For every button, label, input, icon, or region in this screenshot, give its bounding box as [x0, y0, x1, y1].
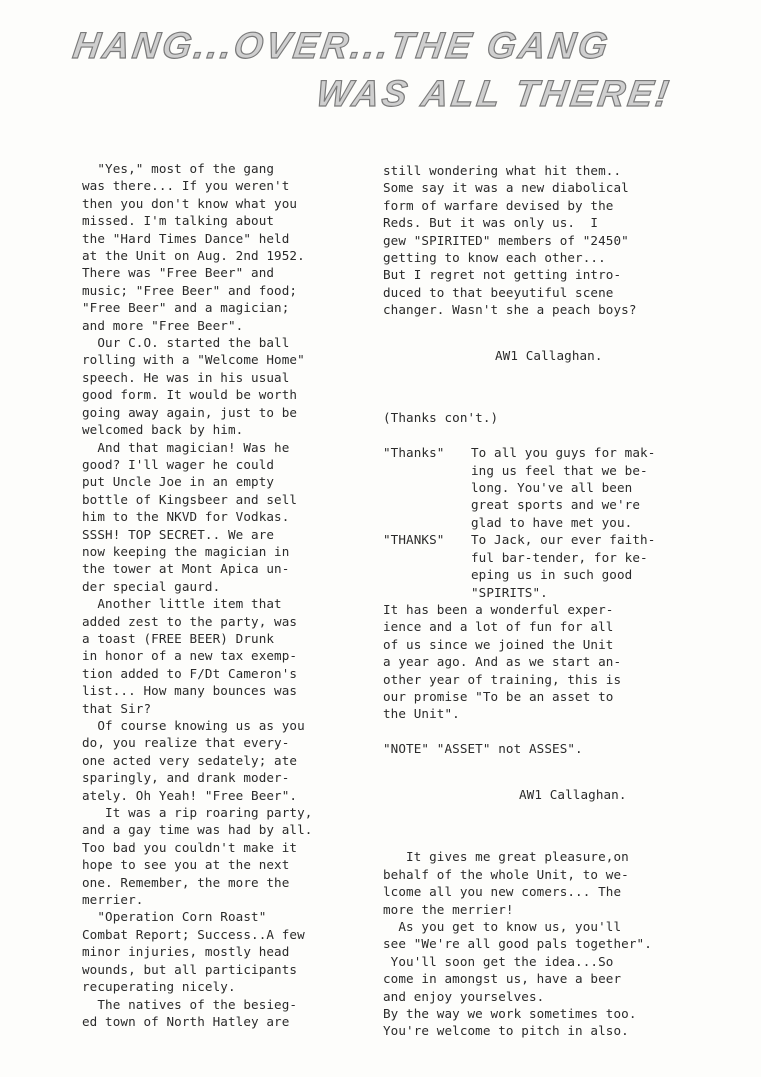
text-line: added zest to the party, was — [82, 613, 298, 629]
thanks-item-row — [383, 514, 683, 531]
text-line: hope to see you at the next — [82, 857, 290, 873]
text-line: rolling with a "Welcome Home" — [82, 352, 305, 368]
text-line: "Yes," most of the gang — [82, 161, 275, 176]
thanks-definition: long. You've all been — [471, 480, 633, 496]
text-line: list... How many bounces was — [82, 683, 298, 699]
headline — [63, 22, 676, 118]
thanks-list — [383, 444, 683, 601]
text-line: duced to that beeyutiful scene — [383, 284, 614, 300]
text-line: more the merrier! — [383, 901, 514, 917]
thanks-definition: ful bar-tender, for ke- — [471, 549, 648, 565]
text-line: changer. Wasn't she a peach boys? — [383, 302, 637, 318]
text-line: at the Unit on Aug. 2nd 1952. — [82, 248, 305, 264]
text-line: and a gay time was had by all. — [82, 822, 313, 838]
text-line: the tower at Mont Apica un- — [82, 561, 290, 577]
text-line: him to the NKVD for Vodkas. — [82, 509, 290, 525]
text-line: our promise "To be an asset to — [383, 688, 614, 704]
thanks-definition: eping us in such good — [471, 567, 633, 583]
thanks-item-row — [383, 444, 683, 461]
text-line: By the way we work sometimes too. — [383, 1006, 637, 1021]
thanks-item-row — [383, 584, 683, 601]
text-line: good form. It would be worth — [82, 387, 298, 403]
thanks-definition: To all you guys for mak- — [471, 445, 656, 461]
text-line: Too bad you couldn't make it — [82, 839, 298, 855]
text-line: and more "Free Beer". — [82, 317, 244, 333]
thanks-definition: glad to have met you. — [471, 514, 633, 530]
text-line: "Free Beer" and a magician; — [82, 300, 290, 316]
text-line: The natives of the besieg- — [82, 996, 298, 1012]
text-line: then you don't know what you — [82, 195, 298, 211]
thanks-term — [383, 584, 471, 601]
text-line: It gives me great pleasure,on — [383, 849, 629, 865]
text-line: one. Remember, the more the — [82, 874, 290, 890]
text-line: recuperating nicely. — [82, 979, 236, 995]
thanks-term: "Thanks" — [383, 445, 445, 461]
text-line: behalf of the whole Unit, to we- — [383, 866, 629, 882]
text-line: in honor of a new tax exemp- — [82, 648, 298, 664]
text-line: der special gaurd. — [82, 578, 221, 594]
text-line: tion added to F/Dt Cameron's — [82, 665, 298, 681]
thanks-term: "THANKS" — [383, 532, 445, 548]
text-line: the Unit". — [383, 706, 460, 722]
text-line: welcomed back by him. — [82, 422, 244, 438]
text-line: You'll soon get the idea...So — [383, 953, 614, 969]
text-line: And that magician! Was he — [82, 439, 290, 455]
text-line: now keeping the magician in — [82, 543, 290, 559]
text-line: "Operation Corn Roast" — [82, 909, 267, 925]
right-intro-paragraph — [383, 162, 683, 319]
text-line: gew "SPIRITED" members of "2450" — [383, 232, 629, 248]
text-line: that Sir? — [82, 700, 152, 716]
text-line: Reds. But it was only us. I — [383, 215, 599, 231]
text-line: merrier. — [82, 892, 144, 908]
text-line: getting to know each other... — [383, 250, 606, 266]
text-line: other year of training, this is — [383, 671, 622, 687]
text-line: good? I'll wager he could — [82, 456, 275, 472]
thanks-term — [383, 566, 471, 583]
text-line: do, you realize that every- — [82, 735, 290, 751]
text-line: a toast (FREE BEER) Drunk — [82, 630, 275, 646]
text-line: There was "Free Beer" and — [82, 265, 275, 281]
text-line: It was a rip roaring party, — [82, 805, 313, 821]
thanks-term — [383, 479, 471, 496]
text-line: of us since we joined the Unit — [383, 636, 614, 652]
text-line: wounds, but all participants — [82, 961, 298, 977]
welcome-paragraph — [383, 848, 683, 1039]
text-line: one acted very sedately; ate — [82, 752, 298, 768]
text-line: But I regret not getting intro- — [383, 267, 622, 283]
right-column — [383, 162, 683, 1040]
headline-line-1: HANG...OVER...THE GANG — [70, 25, 614, 66]
thanks-item-row — [383, 549, 683, 566]
thanks-definition: "SPIRITS". — [471, 584, 548, 600]
thanks-definition: great sports and we're — [471, 497, 641, 513]
text-line: ed town of North Hatley are — [82, 1013, 290, 1029]
text-line: the "Hard Times Dance" held — [82, 230, 290, 246]
thanks-item-row — [383, 496, 683, 513]
text-line: speech. He was in his usual — [82, 369, 290, 385]
text-line: bottle of Kingsbeer and sell — [82, 491, 298, 507]
headline-line-2: WAS ALL THERE! — [313, 73, 675, 114]
thanks-definition: To Jack, our ever faith- — [471, 532, 656, 548]
text-line: see "We're all good pals together". — [383, 936, 652, 952]
text-line: a year ago. And as we start an- — [383, 654, 622, 670]
text-line: It has been a wonderful exper- — [383, 601, 614, 617]
thanks-term — [383, 549, 471, 566]
text-line: missed. I'm talking about — [82, 213, 275, 229]
text-line: SSSH! TOP SECRET.. We are — [82, 526, 275, 542]
text-line: Of course knowing us as you — [82, 718, 305, 733]
text-line: put Uncle Joe in an empty — [82, 474, 275, 490]
closing-paragraph — [383, 601, 683, 723]
thanks-term — [383, 462, 471, 479]
text-line: Our C.O. started the ball — [82, 335, 290, 351]
text-line: ately. Oh Yeah! "Free Beer". — [82, 787, 298, 803]
text-line: music; "Free Beer" and food; — [82, 282, 298, 298]
text-line: Combat Report; Success..A few — [82, 926, 305, 942]
text-line: lcome all you new comers... The — [383, 884, 622, 900]
text-line: going away again, just to be — [82, 404, 298, 420]
text-line: ience and a lot of fun for all — [383, 619, 614, 635]
signature-1: AW1 Callaghan. — [495, 347, 603, 363]
text-line: was there... If you weren't — [82, 178, 290, 194]
text-line: form of warfare devised by the — [383, 197, 614, 213]
text-line: still wondering what hit them.. — [383, 163, 622, 178]
thanks-item-row — [383, 462, 683, 479]
text-line: Another little item that — [82, 596, 282, 612]
thanks-item-row — [383, 566, 683, 583]
text-line: and enjoy yourselves. — [383, 988, 545, 1004]
signature-2: AW1 Callaghan. — [519, 786, 627, 802]
text-line: You're welcome to pitch in also. — [383, 1023, 629, 1039]
text-line: minor injuries, mostly head — [82, 944, 290, 960]
text-line: As you get to know us, you'll — [383, 918, 622, 934]
text-line: sparingly, and drank moder- — [82, 770, 290, 786]
thanks-item-row — [383, 531, 683, 548]
thanks-term — [383, 496, 471, 513]
text-line: Some say it was a new diabolical — [383, 180, 629, 196]
text-line: come in amongst us, have a beer — [383, 971, 622, 987]
left-column — [82, 160, 350, 1030]
thanks-header: (Thanks con't.) — [383, 410, 499, 426]
thanks-definition: ing us feel that we be- — [471, 462, 648, 478]
thanks-item-row — [383, 479, 683, 496]
thanks-term — [383, 514, 471, 531]
note-line: "NOTE" "ASSET" not ASSES". — [383, 741, 583, 757]
